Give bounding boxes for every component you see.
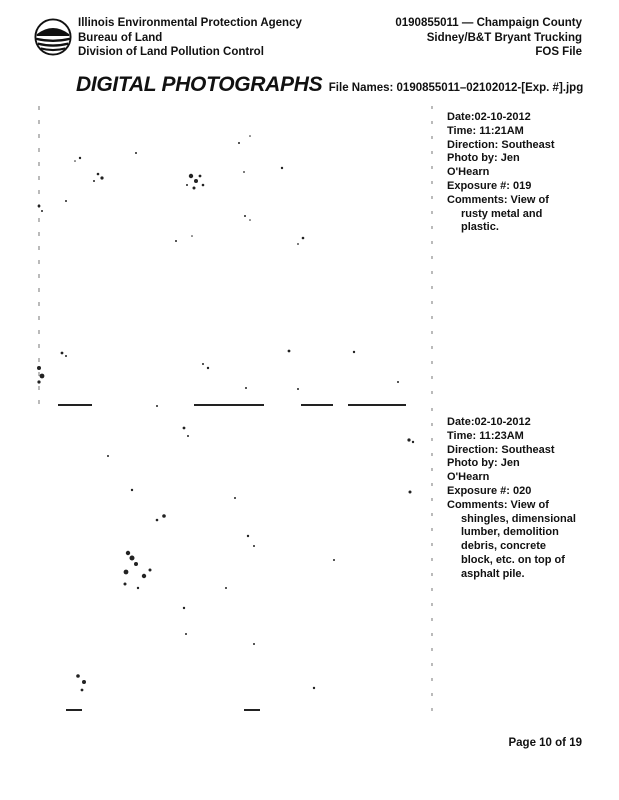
page-title: DIGITAL PHOTOGRAPHS <box>76 73 323 96</box>
photo-exposure: Exposure #: 019 <box>447 179 532 192</box>
photo-by: Photo by: Jen <box>447 152 520 165</box>
page-number: Page 10 of 19 <box>508 737 582 749</box>
photo-comments-text: shingles, dimensional lumber, demolition debris, concrete block, etc. on top of asphalt pile. <box>461 512 576 580</box>
photo-comments-label: Comments: View of <box>447 498 549 511</box>
photo-exposure: Exposure #: 020 <box>447 484 532 497</box>
agency-header <box>78 16 302 60</box>
photo-by-name: O'Hearn <box>447 166 490 179</box>
division-name: Division of Land Pollution Control <box>78 46 264 58</box>
photo-1-caption <box>447 111 587 235</box>
photo-by: Photo by: Jen <box>447 457 520 470</box>
photo-comments-text: rusty metal and plastic. <box>461 207 543 234</box>
agency-name: Illinois Environmental Protection Agency <box>78 17 302 29</box>
file-type: FOS File <box>535 46 582 58</box>
photo-time: Time: 11:21AM <box>447 124 524 137</box>
file-names: File Names: 0190855011–02102012-[Exp. #].jpg <box>328 82 584 94</box>
photo-2 <box>36 408 434 713</box>
title-row <box>76 73 583 97</box>
site-name: Sidney/B&T Bryant Trucking <box>426 31 582 44</box>
bureau-name: Bureau of Land <box>78 31 163 44</box>
photo-time: Time: 11:23AM <box>447 429 524 442</box>
photo-date: Date:02-10-2012 <box>447 111 531 123</box>
illinois-epa-logo-icon <box>34 18 72 56</box>
photo-direction: Direction: Southeast <box>447 443 555 456</box>
photo-date: Date:02-10-2012 <box>447 416 531 428</box>
photo-direction: Direction: Southeast <box>447 138 555 151</box>
photo-comments-label: Comments: View of <box>447 193 549 206</box>
photo-1 <box>36 106 434 408</box>
photo-by-name: O'Hearn <box>447 471 490 484</box>
photo-2-caption <box>447 416 587 582</box>
site-header <box>395 16 582 60</box>
site-id-county: 0190855011 — Champaign County <box>395 17 582 29</box>
